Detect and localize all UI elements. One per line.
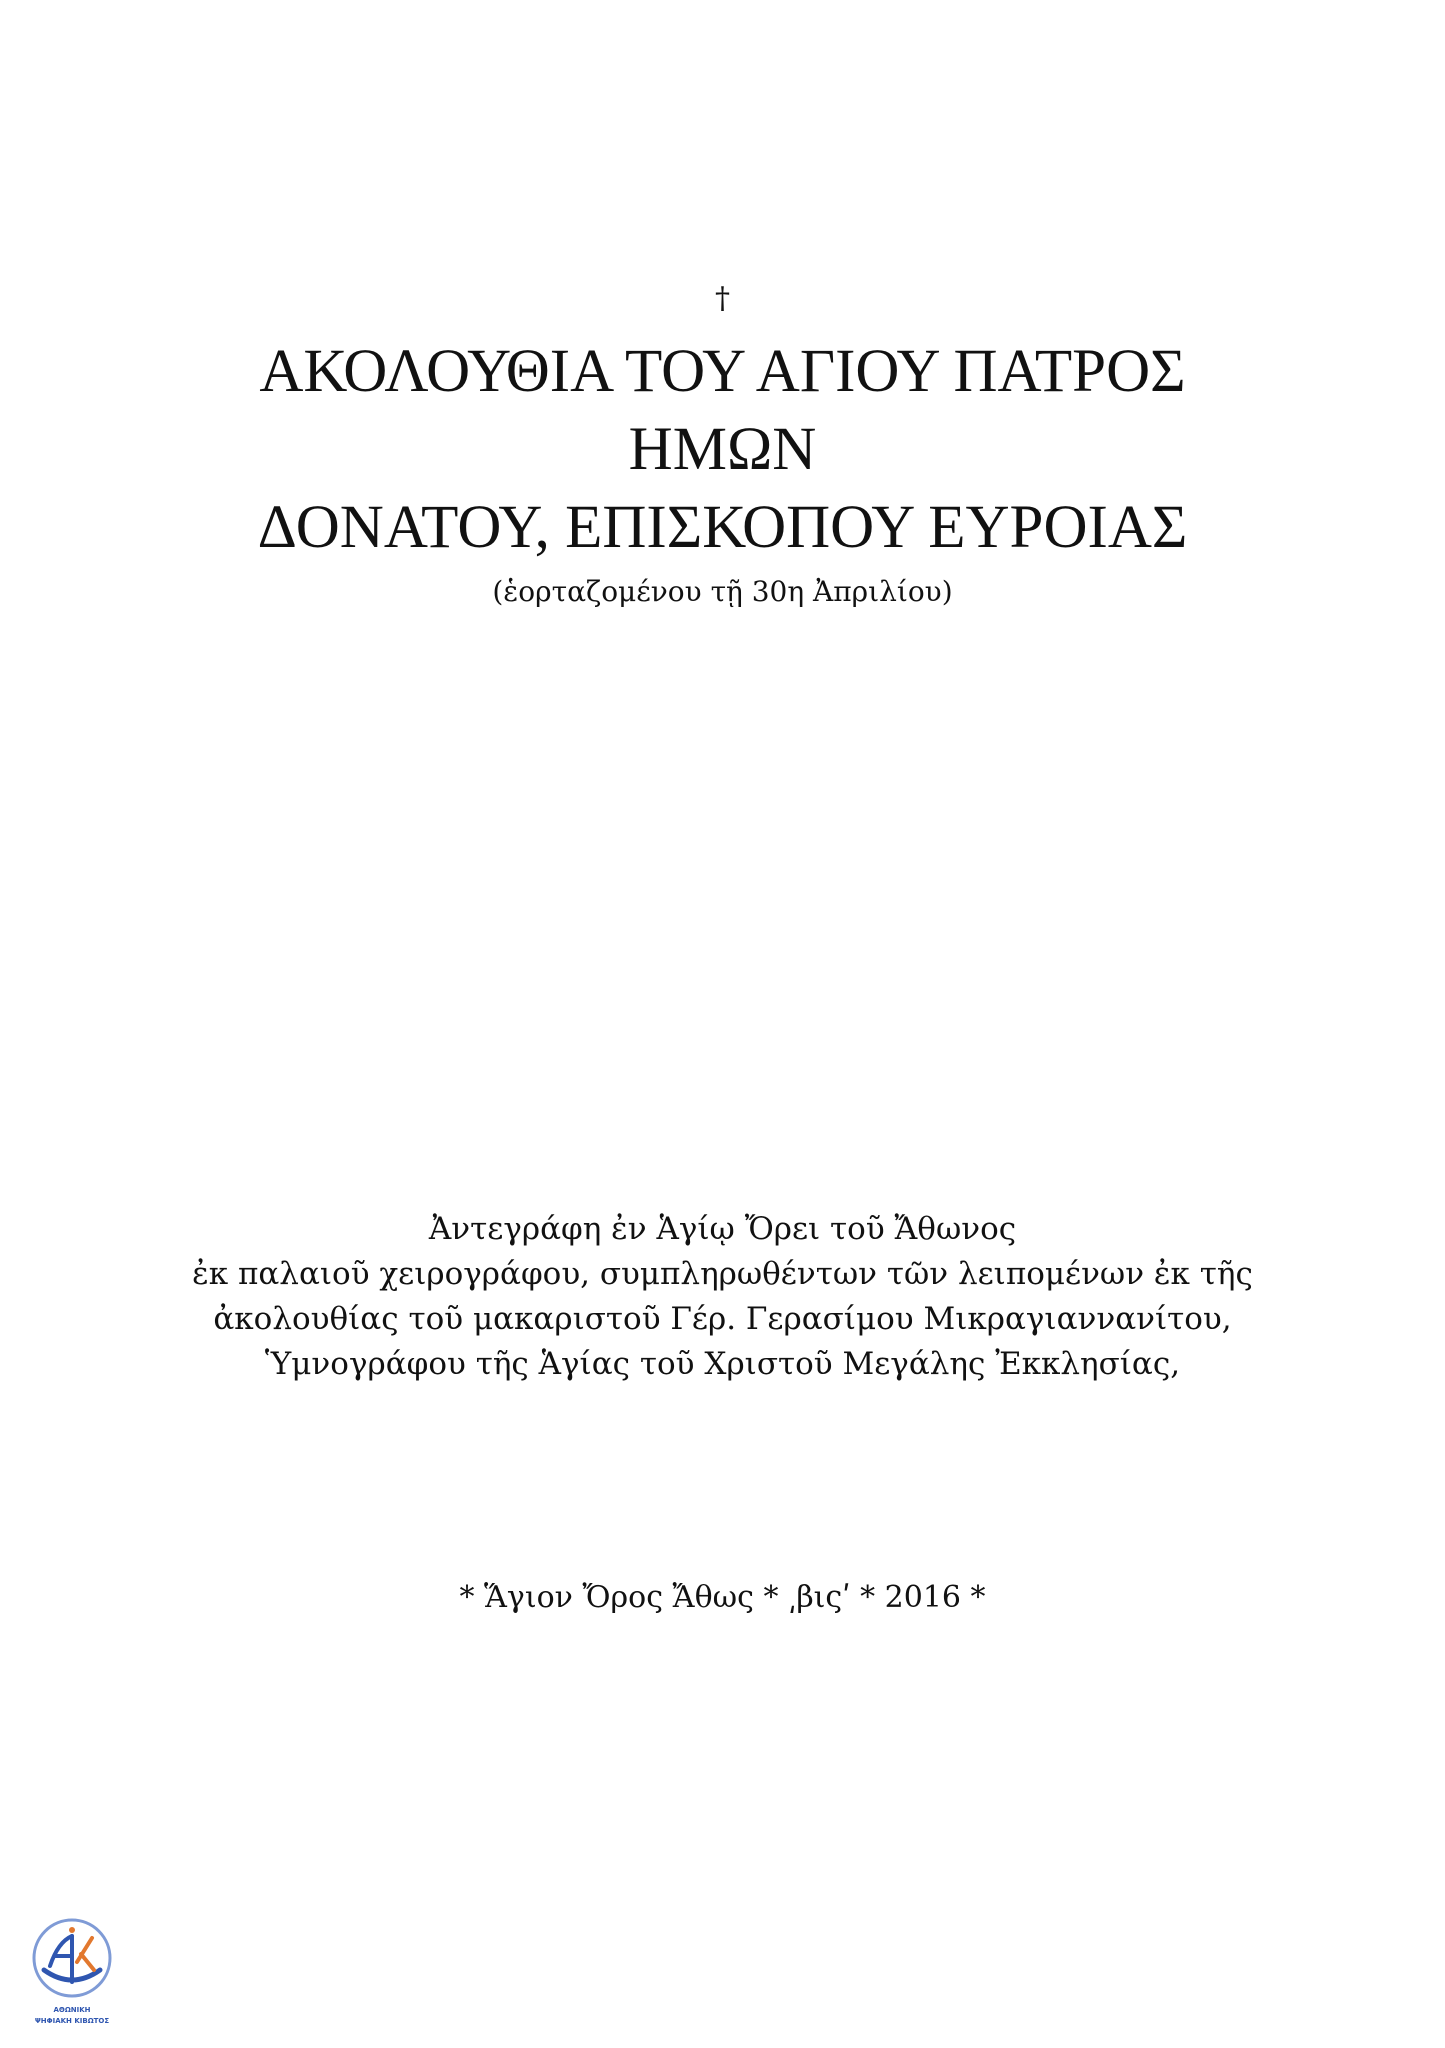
logo-text bbox=[30, 2005, 114, 2027]
title-line: ΑΚΟΛΟΥΘΙΑ ΤΟΥ ΑΓΙΟΥ ΠΑΤΡΟΣ bbox=[259, 338, 1186, 405]
cross-symbol: † bbox=[715, 281, 730, 316]
logo-text-line: ΨΗΦΙΑΚΗ ΚΙΒΩΤΟΣ bbox=[34, 2017, 110, 2025]
colophon-line: Ἀντεγράφη ἐν Ἁγίῳ Ὄρει τοῦ Ἄθωνος bbox=[428, 1211, 1017, 1247]
feast-date-subtitle: (ἑορταζομένου τῇ 30η Ἀπριλίου) bbox=[492, 575, 953, 608]
title-line: ΗΜΩΝ bbox=[628, 416, 817, 483]
transcription-colophon bbox=[0, 1207, 1445, 1387]
logo-accent-dot bbox=[69, 1927, 75, 1933]
document-title bbox=[0, 333, 1445, 567]
place-date-footer: * Ἅγιον Ὄρος Ἄθως * ͵βιςʹ * 2016 * bbox=[459, 1580, 986, 1615]
logo-text-line: ΑΘΩΝΙΚΗ bbox=[53, 2006, 91, 2014]
logo-emblem-icon bbox=[30, 1916, 114, 2000]
publisher-logo bbox=[30, 1916, 114, 2027]
colophon-line: Ὑμνογράφου τῆς Ἁγίας τοῦ Χριστοῦ Μεγάλης Ἐκκλησίας, bbox=[264, 1346, 1181, 1382]
title-line: ΔΟΝΑΤΟΥ, ΕΠΙΣΚΟΠΟΥ ΕΥΡΟΙΑΣ bbox=[257, 494, 1188, 561]
colophon-line: ἐκ παλαιοῦ χειρογράφου, συμπληρωθέντων τῶν λειπομένων ἐκ τῆς bbox=[192, 1256, 1253, 1292]
logo-letter-k bbox=[77, 1938, 94, 1970]
colophon-line: ἀκολουθίας τοῦ μακαριστοῦ Γέρ. Γερασίμου Μικραγιαννανίτου, bbox=[213, 1301, 1232, 1337]
logo-letter-a bbox=[50, 1936, 72, 1966]
